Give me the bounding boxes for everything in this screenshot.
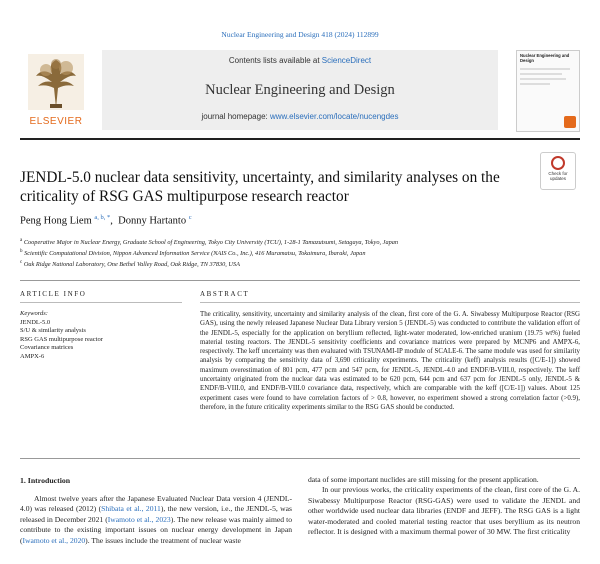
contents-line: Contents lists available at ScienceDirect xyxy=(228,56,372,65)
abstract-text: The criticality, sensitivity, uncertainty and similarity analysis of the clean, first core of the G. A. Siwabessy Multipurpose Reactor (RSG GAS), using the newly released Japanese Nuclear Data Library version 5 (JENDL-5) was conducted to contribute the validation effort of the JENDL-5, especially for the application on beryllium reflected, light-water moderated, low-enriched uranium (19.75 wt%) fueled material testing reactors. The JENDL-5 sensitivity coefficients and covariance matrices were prepared by MCNP6 and AMPX-6, respectively. The keff uncertainty was then evaluated with TSUNAMI-IP module of SCALE-6. The same module was used for similarity analysis by comparing the sensitivity data of 3,690 criticality experiments. The criticality (keff) analysis results ([C/E-1]) showed maximum overestimation of 801 pcm, 477 pcm and 547 pcm, for JENDL-5, JENDL-4.0 and ENDF/B-VIII.0, respectively. The keff uncertainty originated from the nuclear data was estimated to be 620 pcm, 644 pcm and 637 pcm for JENDL-5 only, JENDL-5 & ENDF/B-VIII.0, and ENDF/B-VIII.0 covariance data, respectively, which are comparable with the keff ([C/E-1]) values. About 125 experiment cases were found to have correlation factors of > 0.8, however, no experiment showed a strong correlation factor (>0.9), therefore, in the future criticality experiments similar to the RSG GAS should be conducted. xyxy=(200,311,580,411)
journal-homepage: journal homepage: www.elsevier.com/locate/nucengdes xyxy=(201,112,399,121)
citation-link[interactable]: Iwamoto et al., 2020 xyxy=(22,535,86,545)
citation-link[interactable]: Shibata et al., 2011 xyxy=(101,504,161,514)
author-name[interactable]: Donny Hartanto xyxy=(118,215,187,227)
affiliation-item: $^c$ Oak Ridge National Laboratory, One Bethel Valley Road, Oak Ridge, TN 37830, USA xyxy=(20,260,240,269)
journal-reference[interactable]: Nuclear Engineering and Design 418 (2024) 112899 xyxy=(221,30,379,39)
affiliations xyxy=(20,236,580,269)
citation-link[interactable]: Iwamoto et al., 2023 xyxy=(107,514,171,524)
sciencedirect-link[interactable]: ScienceDirect xyxy=(321,56,372,65)
keywords-block xyxy=(20,310,180,362)
abstract-rule xyxy=(200,302,580,303)
keyword: JENDL-5.0 xyxy=(20,318,51,326)
author-affil-mark[interactable]: c xyxy=(188,214,192,221)
paragraph: data of some important nuclides are still missing for the present application. xyxy=(308,475,539,484)
keyword: AMPX-6 xyxy=(20,352,45,360)
abstract-bottom-divider xyxy=(20,458,580,459)
check-for-updates-button[interactable]: Check for updates xyxy=(540,152,576,190)
author-affil-mark[interactable]: a, b, * xyxy=(94,214,111,221)
article-info-rule xyxy=(20,302,182,303)
affiliation-item: $^a$ Cooperative Major in Nuclear Energy, Graduate School of Engineering, Tokyo City University (TCU), 1-28-1 Tamazutsumi, Setagaya, Tokyo, Japan xyxy=(20,238,399,247)
check-updates-icon xyxy=(551,156,565,170)
paper-title: JENDL-5.0 nuclear data sensitivity, uncertainty, and similarity analyses on the criticality of RSG GAS multipurpose research reactor xyxy=(20,169,500,205)
masthead-divider xyxy=(20,138,580,140)
header-divider xyxy=(20,280,580,281)
homepage-link[interactable]: www.elsevier.com/locate/nucengdes xyxy=(269,112,399,121)
author-name[interactable]: Peng Hong Liem xyxy=(20,215,92,227)
abstract-heading: ABSTRACT xyxy=(200,290,250,298)
journal-title: Nuclear Engineering and Design xyxy=(205,82,395,98)
keyword: Covariance matrices xyxy=(20,344,74,352)
journal-cover-thumbnail[interactable] xyxy=(516,50,580,132)
elsevier-tree-icon xyxy=(28,54,84,110)
keywords-label: Keywords: xyxy=(20,310,48,317)
journal-banner xyxy=(102,50,498,130)
masthead xyxy=(20,50,580,132)
cover-title: Nuclear Engineering and Design xyxy=(520,53,570,63)
intro-column-right xyxy=(308,475,580,537)
author-list: Peng Hong Liem $^{a, b, *}$, Donny Hartanto $^c$ xyxy=(20,214,192,227)
intro-column-left: Almost twelve years after the Japanese Evaluated Nuclear Data version 4 (JENDL-4.0) was released (2012) (Shibata et al., 2011), the new version, i.e., the JENDL-5, was released in December 2021 (Iwamoto et al., 2023). The new release was mainly aimed to contribute to the existing important issues on nuclear energy development in Japan (Iwamoto et al., 2020). The issues include the treatment of nuclear waste xyxy=(20,494,292,545)
cover-logo-icon xyxy=(564,116,576,128)
article-info-heading: ARTICLE INFO xyxy=(20,290,87,298)
keyword: S/U & similarity analysis xyxy=(20,327,86,335)
paragraph: In our previous works, the criticality experiments of the clean, first core of the G. A. Siwabessy Multipurpose Reactor (RSG-GAS) were used to validate the JENDL and other worldwide used nuclear data libraries (ENDF and JEFF). The RSG GAS is a light water-moderated and cooled material testing reactor that uses beryllium as its neutron reflector. It is designed with a maximum thermal power of 30 MW. The first criticality xyxy=(308,485,580,537)
keyword: RSG GAS multipurpose reactor xyxy=(20,335,103,343)
affiliation-item: $^b$ Scientific Computational Division, Nippon Advanced Information Service (NAIS Co., Inc.), 416 Muramatsu, Tokaimura, Ibaraki, Japan xyxy=(20,249,366,258)
elsevier-logo[interactable] xyxy=(20,50,92,130)
publisher-name: ELSEVIER xyxy=(29,116,83,127)
introduction-heading: 1. Introduction xyxy=(20,476,71,485)
